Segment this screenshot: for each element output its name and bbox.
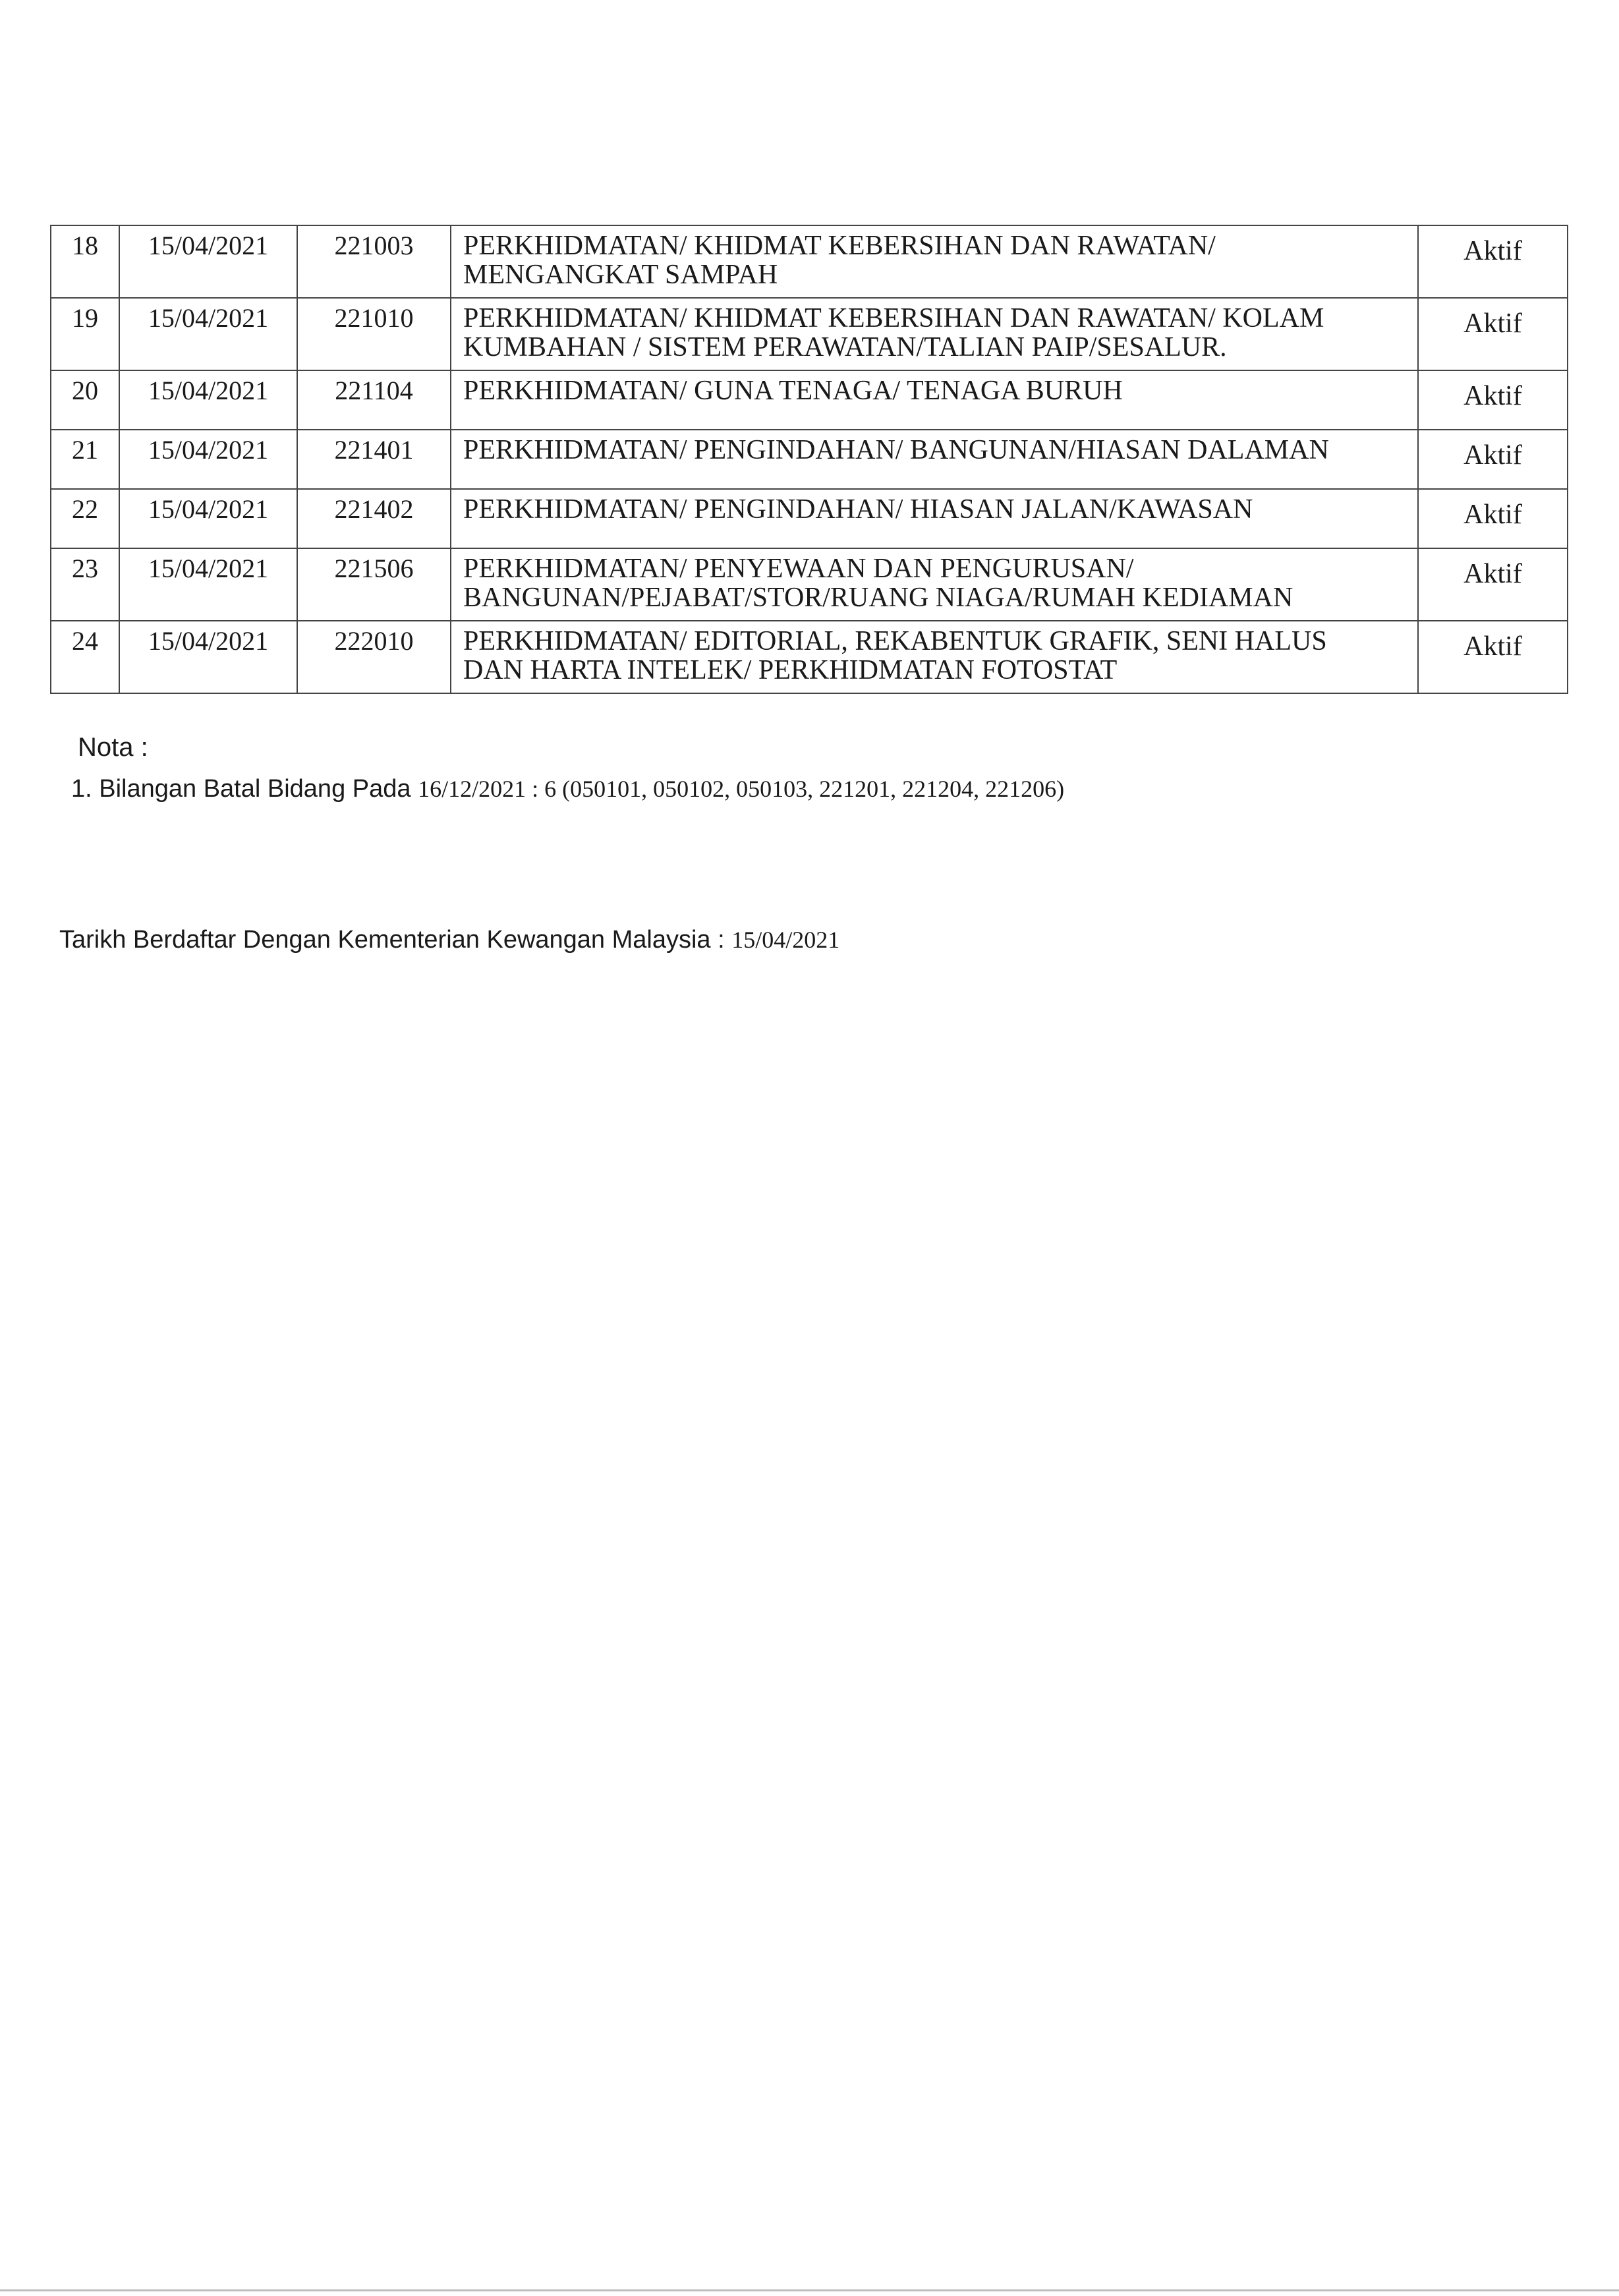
row-date: 15/04/2021 bbox=[120, 621, 298, 694]
row-code: 221104 bbox=[298, 371, 451, 430]
description-line: PERKHIDMATAN/ PENGINDAHAN/ HIASAN JALAN/KAWASAN bbox=[463, 494, 1253, 525]
tarikh-berdaftar bbox=[59, 926, 839, 954]
description-line: MENGANGKAT SAMPAH bbox=[463, 260, 778, 290]
row-date: 15/04/2021 bbox=[120, 549, 298, 621]
row-number: 24 bbox=[51, 621, 120, 694]
row-date: 15/04/2021 bbox=[120, 371, 298, 430]
row-status: Aktif bbox=[1419, 226, 1568, 299]
row-description bbox=[451, 371, 1419, 430]
row-status: Aktif bbox=[1419, 621, 1568, 694]
nota-item-prefix: 1. Bilangan Batal Bidang Pada bbox=[71, 775, 411, 803]
row-number: 19 bbox=[51, 299, 120, 371]
row-number: 20 bbox=[51, 371, 120, 430]
table-row bbox=[51, 549, 1568, 621]
nota-item-value: 16/12/2021 : 6 (050101, 050102, 050103, 221201, 221204, 221206) bbox=[418, 776, 1065, 802]
row-description bbox=[451, 226, 1419, 299]
row-date: 15/04/2021 bbox=[120, 226, 298, 299]
table-row bbox=[51, 430, 1568, 490]
table-row bbox=[51, 299, 1568, 371]
row-status: Aktif bbox=[1419, 371, 1568, 430]
row-description bbox=[451, 299, 1419, 371]
row-status: Aktif bbox=[1419, 490, 1568, 549]
description-line: PERKHIDMATAN/ KHIDMAT KEBERSIHAN DAN RAWATAN/ KOLAM bbox=[463, 303, 1324, 333]
table-row bbox=[51, 490, 1568, 549]
description-line: DAN HARTA INTELEK/ PERKHIDMATAN FOTOSTAT bbox=[463, 655, 1118, 685]
description-line: PERKHIDMATAN/ KHIDMAT KEBERSIHAN DAN RAWATAN/ bbox=[463, 231, 1216, 261]
row-number: 18 bbox=[51, 226, 120, 299]
nota-item bbox=[71, 775, 1064, 803]
description-line: PERKHIDMATAN/ PENGINDAHAN/ BANGUNAN/HIASAN DALAMAN bbox=[463, 435, 1329, 465]
row-date: 15/04/2021 bbox=[120, 430, 298, 490]
row-code: 221010 bbox=[298, 299, 451, 371]
table-row bbox=[51, 226, 1568, 299]
row-code: 222010 bbox=[298, 621, 451, 694]
row-date: 15/04/2021 bbox=[120, 299, 298, 371]
description-line: KUMBAHAN / SISTEM PERAWATAN/TALIAN PAIP/SESALUR. bbox=[463, 332, 1227, 362]
row-number: 22 bbox=[51, 490, 120, 549]
row-status: Aktif bbox=[1419, 549, 1568, 621]
row-code: 221003 bbox=[298, 226, 451, 299]
row-number: 21 bbox=[51, 430, 120, 490]
description-line: PERKHIDMATAN/ GUNA TENAGA/ TENAGA BURUH bbox=[463, 376, 1123, 406]
row-code: 221402 bbox=[298, 490, 451, 549]
description-line: PERKHIDMATAN/ EDITORIAL, REKABENTUK GRAFIK, SENI HALUS bbox=[463, 626, 1327, 656]
row-status: Aktif bbox=[1419, 430, 1568, 490]
table-row bbox=[51, 371, 1568, 430]
description-line: PERKHIDMATAN/ PENYEWAAN DAN PENGURUSAN/ bbox=[463, 554, 1134, 584]
page-bottom-edge bbox=[0, 2289, 1619, 2291]
description-line: BANGUNAN/PEJABAT/STOR/RUANG NIAGA/RUMAH KEDIAMAN bbox=[463, 583, 1293, 613]
row-description bbox=[451, 549, 1419, 621]
table-row bbox=[51, 621, 1568, 694]
tarikh-value: 15/04/2021 bbox=[731, 927, 840, 953]
row-number: 23 bbox=[51, 549, 120, 621]
tarikh-label: Tarikh Berdaftar Dengan Kementerian Kewangan Malaysia : bbox=[59, 926, 725, 954]
row-description bbox=[451, 621, 1419, 694]
row-code: 221401 bbox=[298, 430, 451, 490]
row-description bbox=[451, 490, 1419, 549]
row-date: 15/04/2021 bbox=[120, 490, 298, 549]
row-status: Aktif bbox=[1419, 299, 1568, 371]
row-description bbox=[451, 430, 1419, 490]
nota-label: Nota : bbox=[78, 733, 148, 762]
row-code: 221506 bbox=[298, 549, 451, 621]
bidang-table bbox=[50, 225, 1568, 694]
